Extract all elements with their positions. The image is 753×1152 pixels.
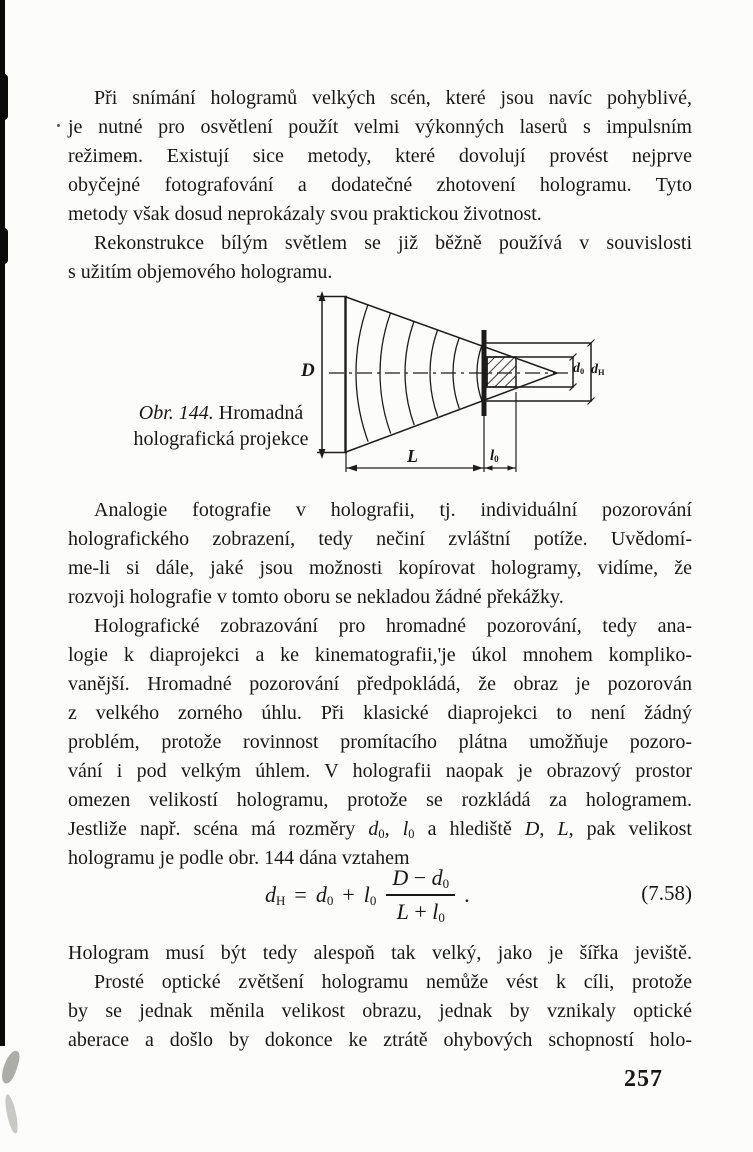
text-line: Analogie fotografie v holografii, tj. individuální pozorování (94, 499, 692, 521)
text-line: režimem. Existují sice metody, které dovolují provést nejprve (68, 145, 692, 167)
text-line: obyčejné fotografování a dodatečné zhotovení hologramu. Tyto (68, 174, 692, 196)
scan-gutter-bump (0, 74, 8, 120)
cone-edge-top (346, 297, 557, 373)
paragraph-5 (68, 939, 692, 1055)
fraction-denominator: $L + l_0$ (386, 894, 455, 925)
text-line: rozvoji holografie v tomto oboru se nekladou žádné překážky. (68, 586, 564, 608)
label-D: D (301, 360, 315, 381)
text-line: s užitím objemového hologramu. (68, 261, 333, 283)
label-d0: $d_0$ (573, 361, 585, 377)
figure-caption-line2: holografická projekce (133, 428, 309, 450)
text-line: Jestliže např. scéna má rozměry $d_0$, $l_0$ a hlediště D, L, pak velikost (68, 818, 692, 842)
text-line: by se jednak měnila velikost obrazu, jednak by vznikaly optické (68, 1000, 692, 1022)
text-line: aberace a došlo by dokonce ke ztrátě ohybových schopností holo- (68, 1029, 692, 1051)
fraction (386, 865, 455, 925)
paragraph-4 (68, 612, 692, 873)
scene-hatched-square (487, 357, 516, 387)
wavefront-arcs (356, 304, 482, 441)
text-line: me-li si dále, jaké jsou možnosti kopírovat hologramy, vidíme, že (68, 557, 692, 579)
scan-gutter-bump (0, 228, 8, 264)
text-line: Při snímání hologramů velkých scén, které jsou navíc pohyblivé, (94, 87, 692, 109)
text-line: logie k diaprojekci a ke kinematografii,'je úkol mnohem kompliko- (68, 644, 692, 666)
label-dH: $d_H$ (591, 362, 605, 378)
label-l0: $l_0$ (490, 448, 499, 465)
text-line: Prosté optické zvětšení hologramu nemůže vést k cíli, protože (94, 971, 692, 993)
text-line: problém, protože rovinnost promítacího plátna umožňuje pozoro- (68, 731, 692, 753)
text-line: je nutné pro osvětlení použít velmi výkonných laserů s impulsním (68, 116, 692, 138)
scan-speck (57, 124, 60, 127)
paragraph-2 (68, 229, 692, 287)
figure-caption (106, 400, 336, 452)
text-line: hologramu je podle obr. 144 dána vztahem (68, 847, 410, 869)
equation-number: (7.58) (641, 881, 692, 905)
text-line: Holografické zobrazování pro hromadné pozorování, tedy ana- (94, 615, 692, 637)
text-line: Hologram musí být tedy alespoň tak velký, jako je šířka jeviště. (68, 942, 692, 964)
equation-content: $d_H$ = $d_0$ + $l_0$ $\frac{D - d_0}{L + l_0}$ . (265, 865, 470, 926)
text-line: metody však dosud neprokázaly svou praktickou životnost. (68, 203, 542, 225)
text-line: Rekonstrukce bílým světlem se již běžně používá v souvislosti (94, 232, 692, 254)
page-number: 257 (624, 1066, 663, 1092)
figure-caption-line1: Obr. 144. Hromadná (138, 402, 304, 424)
label-L: L (407, 446, 418, 466)
equation-758 (0, 861, 753, 929)
paragraph-3 (68, 496, 692, 612)
text-line: vanější. Hromadné pozorování předpokládá, že obraz je pozorován (68, 673, 692, 695)
text-line: holografického zobrazení, tedy nečiní zvláštní potíže. Uvědomí- (68, 528, 692, 550)
scan-smudge (0, 1049, 22, 1085)
text-line: z velkého zorného úhlu. Při klasické diaprojekci to není žádný (68, 702, 692, 724)
paragraph-1 (68, 84, 692, 229)
dimension-and-cone-lines (317, 296, 595, 472)
text-line: omezen velikostí hologramu, protože se rozkládá za hologramem. (68, 789, 692, 811)
text-line: vání i pod velkým úhlem. V holografii naopak je obrazový prostor (68, 760, 692, 782)
dimension-arrowheads (319, 291, 515, 471)
fraction-numerator: $D - d_0$ (392, 865, 450, 892)
scan-smudge (3, 1094, 20, 1135)
cone-edge-bottom (346, 373, 557, 452)
figure-number-label: Obr. 144. (138, 402, 214, 424)
d0-bracket (487, 357, 573, 387)
